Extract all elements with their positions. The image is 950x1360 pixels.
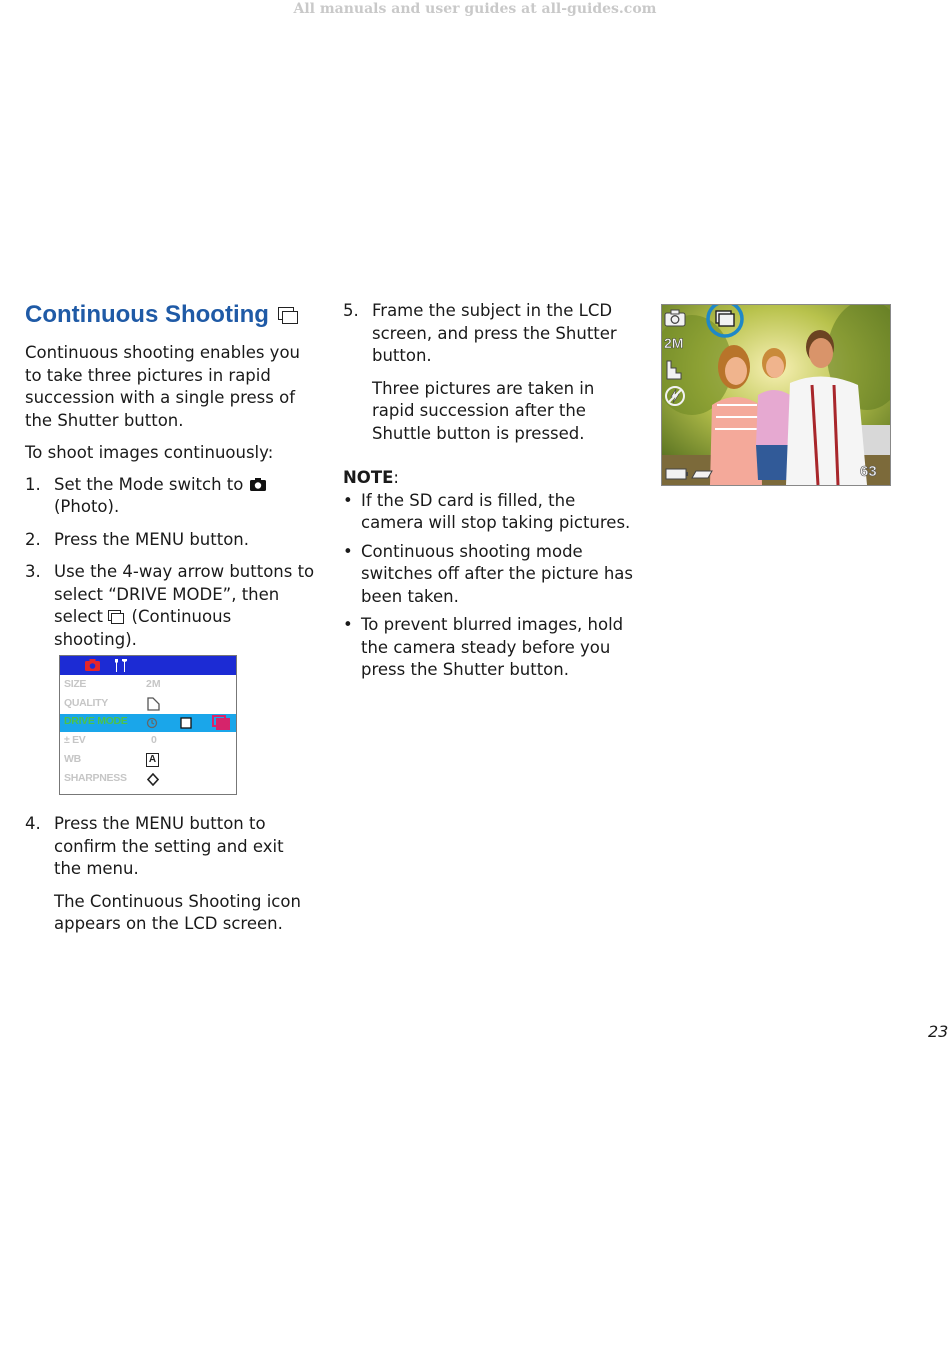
single-shot-icon	[180, 717, 192, 729]
quality-icon	[147, 697, 160, 711]
self-timer-icon	[146, 716, 160, 730]
left-column-lower	[25, 813, 315, 936]
steps-list-right	[343, 300, 635, 445]
title-text: Continuous Shooting	[25, 301, 269, 328]
battery-icon	[665, 468, 689, 480]
continuous-mode-indicator	[705, 304, 745, 339]
menu-tab-bar	[60, 656, 236, 675]
note-item: • Continuous shooting mode switches off after the picture has been taken.	[343, 541, 635, 609]
menu-row-drive-mode: DRIVE MODE	[60, 714, 236, 732]
lcd-preview-photo	[661, 304, 891, 486]
steps-list-lower	[25, 813, 315, 936]
step-2: 2. Press the MENU button.	[25, 529, 249, 549]
camera-icon	[249, 477, 267, 492]
flash-off-icon	[664, 385, 686, 407]
sd-card-icon	[690, 469, 714, 480]
step-3: 3. Use the 4-way arrow buttons to select “DRIVE MODE”, then select (Continuous shooting).	[25, 562, 315, 649]
step-4: 4. Press the MENU button to confirm the setting and exit the menu. The Continuous Shooting icon appears on the LCD screen.	[25, 813, 315, 936]
step-4-note: The Continuous Shooting icon appears on the LCD screen.	[54, 891, 301, 933]
mode-camera-icon	[664, 309, 686, 327]
watermark: All manuals and user guides at all-guides.com	[293, 1, 657, 17]
lead-paragraph: To shoot images continuously:	[25, 443, 274, 462]
steps-list-left	[25, 474, 315, 652]
notes-list	[343, 490, 635, 682]
family-photo	[662, 305, 890, 485]
left-column	[25, 300, 315, 651]
sharpness-icon	[147, 773, 159, 786]
note-heading: NOTE	[343, 468, 394, 487]
continuous-option-icon	[212, 715, 232, 731]
menu-row-size: SIZE 2M	[64, 678, 161, 690]
wb-auto-icon: A	[146, 753, 159, 767]
page-title	[25, 300, 315, 330]
middle-column	[343, 300, 635, 688]
menu-row-quality: QUALITY	[60, 696, 236, 714]
continuous-shooting-icon	[278, 307, 300, 325]
step-1: 1. Set the Mode switch to (Photo).	[25, 474, 315, 519]
quality-indicator-icon	[665, 360, 683, 380]
settings-tools-icon	[112, 658, 129, 673]
note-item: • If the SD card is filled, the camera will stop taking pictures.	[343, 490, 635, 535]
menu-row-ev: ± EV 0	[64, 734, 157, 746]
camera-menu-screenshot	[59, 655, 237, 795]
note-heading-line: NOTE:	[343, 468, 399, 487]
menu-row-sharpness: SHARPNESS	[60, 771, 236, 789]
camera-tab-icon	[84, 658, 101, 672]
resolution-indicator: 2M	[664, 335, 684, 351]
step-5: 5. Frame the subject in the LCD screen, and press the Shutter button. Three pictures are taken in rapid succession after the Shuttle button is pressed.	[343, 300, 635, 445]
page-number: 23	[928, 1022, 949, 1041]
menu-row-wb: WB A	[60, 752, 236, 770]
note-item: • To prevent blurred images, hold the camera steady before you press the Shutter button.	[343, 614, 635, 682]
continuous-shooting-icon	[108, 610, 126, 625]
shots-remaining: 63	[860, 463, 877, 480]
step-5-note: Three pictures are taken in rapid succession after the Shuttle button is pressed.	[372, 378, 595, 443]
intro-paragraph: Continuous shooting enables you to take three pictures in rapid succession with a single press of the Shutter button.	[25, 343, 300, 430]
